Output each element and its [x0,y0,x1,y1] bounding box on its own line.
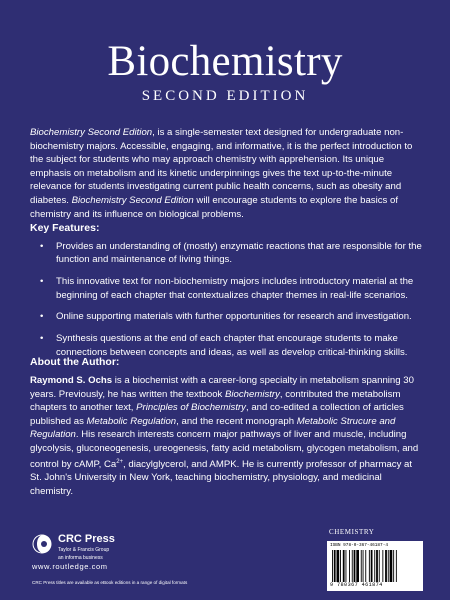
blurb-italic-title-2: Biochemistry Second Edition [71,194,194,206]
blurb-text-1: , is a single-semester text designed for undergraduate non-biochemistry majors. Accessible, engaging, and informative, it is the perfect introduction to the subject for students who may approach chemistry with apprehension. Its unique emphasis on metabolism and its kinetic underpinnings gives the text up-to-the-minute relevance for students investigating current public health concerns, such as obesity and diabetes. [30,127,413,206]
description-paragraph [30,126,425,221]
feature-item [30,310,425,323]
blurb-italic-title-1: Biochemistry Second Edition [30,127,153,138]
author-bio [30,374,425,499]
publisher-name: CRC Press [58,533,115,545]
bullet-icon: • [40,241,44,252]
feature-text: Synthesis questions at the end of each chapter that encourage students to make connections between concepts and ideas, as well as develop critical-thinking skills. [56,333,408,358]
book-reference: Biochemistry [225,388,280,400]
subject-category: CHEMISTRY [329,528,375,536]
bullet-icon: • [40,311,44,323]
isbn-barcode [327,541,423,591]
book-reference: Metabolic Regulation [86,415,177,427]
feature-text: This innovative text for non-biochemistry majors includes introductory material at the beginning of each chapter that contextualizes chapter themes in real-life scenarios. [56,276,414,301]
bio-text: . His research interests concern major pathways of liver and muscle, including glycolysis, gluconeogenesis, ureogenesis, fatty acid metabolism, glycogen metabolism, and control by cAMP, Ca [30,429,419,470]
feature-text: Provides an understanding of (mostly) enzymatic reactions that are responsible for the function and maintenance of living things. [56,241,422,266]
ebook-note: CRC Press titles are available as eBook editions in a range of digital formats [32,580,188,585]
bio-text: , diacylglycerol, and AMPK. He is currently professor of pharmacy at St. John's University in New York, teaching biochemistry, physiology, and medicinal chemistry. [30,458,413,497]
key-features-heading: Key Features: [30,222,100,234]
publisher-group: Taylor & Francis Group [58,547,110,553]
blurb-text-2: will encourage students to explore the basics of chemistry and its influence on biological problems. [30,194,398,220]
bio-text: , contributed the metabolism chapters to another text, [30,388,401,414]
publisher-tagline: an informa business [58,555,103,561]
bullet-icon: • [40,276,44,288]
isbn-label: ISBN 978-0-367-46187-4 [330,543,388,548]
superscript: 2+ [116,458,124,465]
feature-item [30,332,425,359]
edition-label: SECOND EDITION [141,88,309,104]
book-title: Biochemistry [107,38,343,85]
author-name: Raymond S. Ochs [30,375,113,386]
feature-item [30,275,425,302]
feature-item [30,240,425,267]
crc-press-logo-icon [32,534,52,554]
book-reference: Principles of Biochemistry [136,402,246,414]
feature-text: Online supporting materials with further opportunities for research and investigation. [56,311,412,323]
bio-text: , and co-edited a collection of articles published as [30,402,404,427]
bio-text: , and the recent monograph [176,415,297,427]
about-author-heading: About the Author: [30,356,120,368]
publisher-logo-text [58,534,115,561]
book-reference: Metabolic Strucure and Regulation [30,415,396,441]
barcode-number: 9 780367 461874 [330,582,383,588]
bio-text: is a biochemist with a career-long specialty in metabolism spanning 30 years. Previously, he has written the textbook [30,375,414,400]
publisher-url: www.routledge.com [32,562,108,571]
barcode-bars-icon [332,550,418,582]
key-features-list [30,240,425,367]
bullet-icon: • [40,333,44,345]
